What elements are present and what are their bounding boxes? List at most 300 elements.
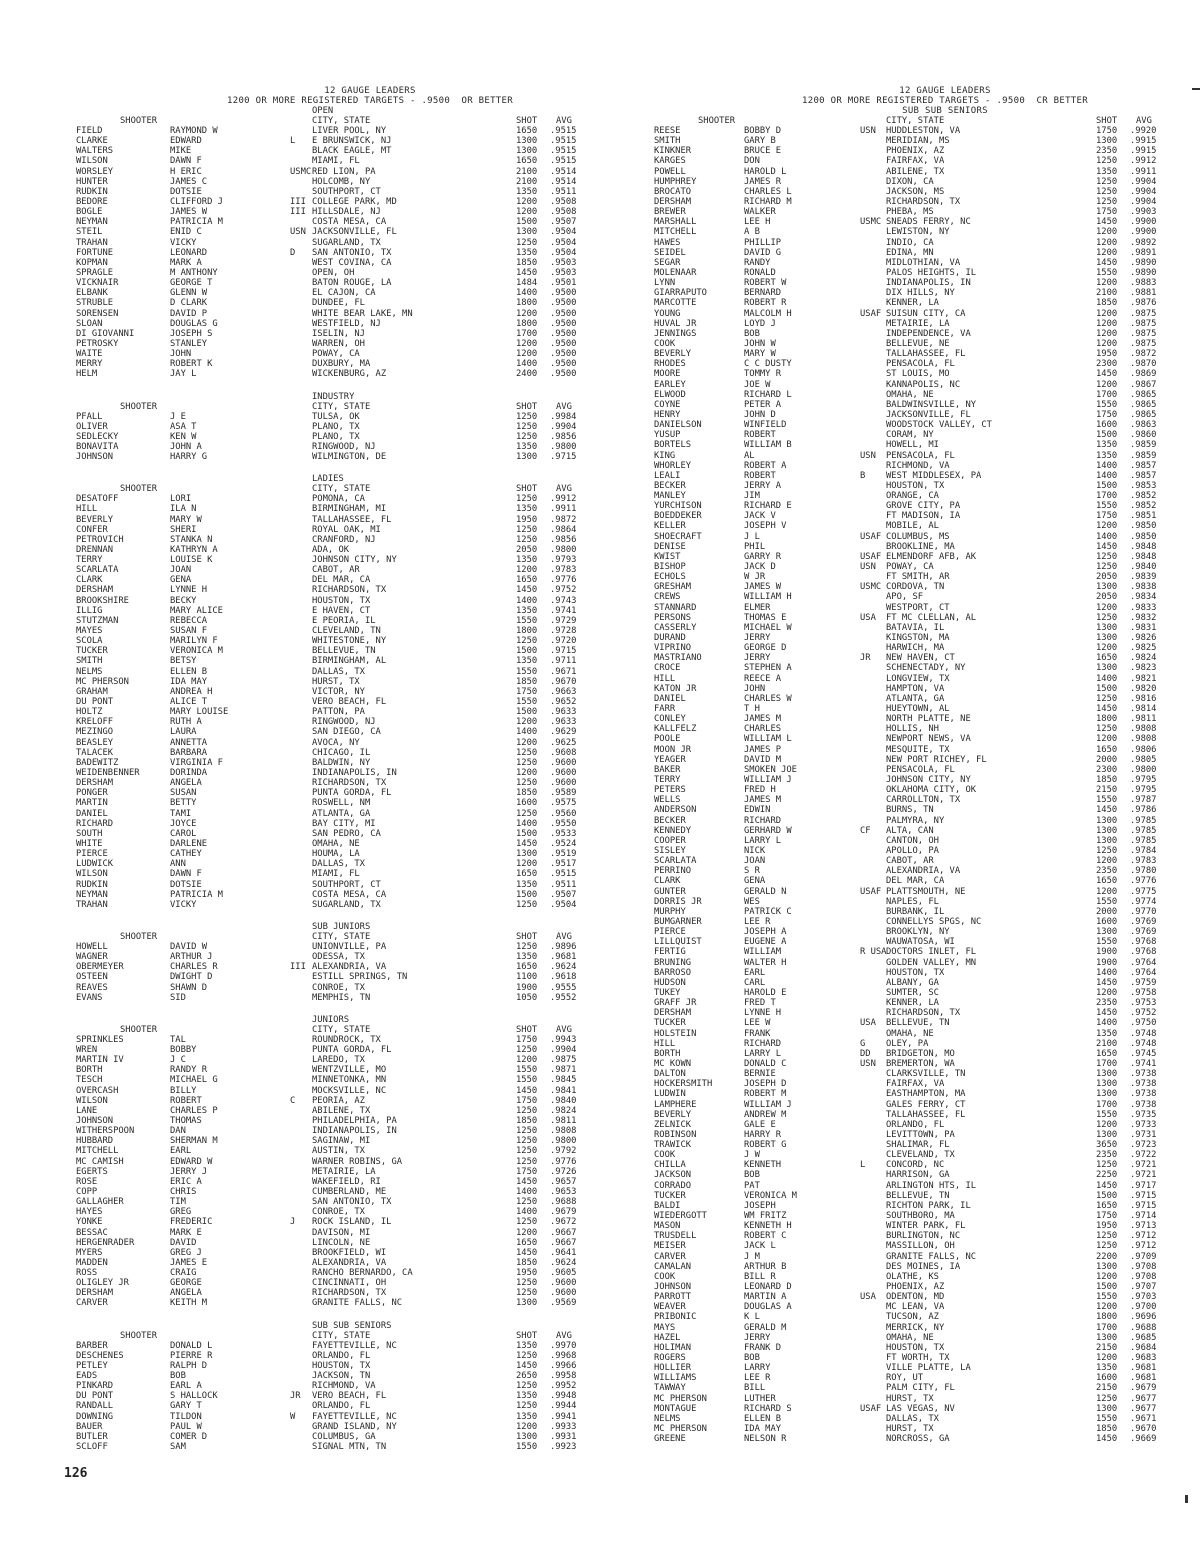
average: .9857 — [1130, 470, 1157, 481]
city-state: POWAY, CA — [886, 562, 934, 573]
city-state: VERO BEACH, FL — [312, 697, 387, 708]
targets-shot: 1900 — [1096, 947, 1118, 958]
table-row — [70, 1298, 626, 1308]
shooter-first-name: RICHARD L — [744, 389, 792, 400]
city-state: CABOT, AR — [312, 565, 360, 576]
shooter-first-name: FREDERIC — [170, 1217, 213, 1228]
shooter-last-name: BARROSO — [654, 967, 692, 978]
shooter-first-name: RANDY — [744, 257, 771, 268]
city-state: BELLEVUE, TN — [886, 1190, 950, 1201]
table-row — [648, 1089, 1188, 1099]
shooter-last-name: SCARLATA — [76, 565, 119, 576]
targets-shot: 1850 — [1096, 775, 1118, 785]
table-row — [70, 606, 626, 616]
targets-shot: 1250 — [516, 1156, 538, 1167]
table-row — [70, 839, 626, 849]
table-row — [70, 197, 626, 207]
shooter-last-name: CASSERLY — [654, 622, 697, 633]
shooter-first-name: GENA — [170, 575, 192, 586]
table-row — [648, 136, 1188, 146]
shooter-first-name: JERRY — [744, 633, 771, 644]
targets-shot: 1500 — [516, 646, 538, 657]
targets-shot: 1550 — [516, 1442, 538, 1453]
shooter-last-name: CONLEY — [654, 714, 686, 725]
city-state: SHALIMAR, FL — [886, 1140, 950, 1151]
city-state: WEST COVINA, CA — [312, 257, 392, 268]
shooter-last-name: BADEWITZ — [76, 757, 119, 768]
shooter-last-name: MAYES — [76, 626, 103, 637]
section-header — [70, 922, 626, 942]
shooter-last-name: LEALI — [654, 470, 681, 481]
targets-shot: 1500 — [1096, 430, 1118, 441]
shooter-last-name: DENISE — [654, 541, 686, 552]
city-state: PUNTA GORDA, FL — [312, 1044, 392, 1055]
shooter-last-name: TUCKER — [76, 646, 108, 657]
average: .9941 — [550, 1411, 577, 1422]
average: .9966 — [550, 1360, 577, 1371]
average: .9560 — [550, 808, 577, 819]
shooter-last-name: POWELL — [654, 166, 686, 177]
table-row — [648, 542, 1188, 552]
city-state: SOUTHBORO, MA — [886, 1211, 955, 1222]
average: .9787 — [1130, 795, 1157, 806]
shooter-first-name: ROBERT — [170, 1095, 202, 1106]
shooter-last-name: DORRIS JR — [654, 896, 702, 907]
targets-shot: 2650 — [516, 1371, 538, 1382]
shooter-first-name: T H — [744, 704, 760, 715]
targets-shot: 1250 — [516, 411, 538, 422]
city-state: LEVITTOWN, PA — [886, 1129, 955, 1140]
table-row — [648, 704, 1188, 714]
table-row — [70, 1351, 626, 1361]
city-state: TUCSON, AZ — [886, 1312, 939, 1323]
table-row — [70, 248, 626, 258]
shooter-last-name: TRUSDELL — [654, 1231, 697, 1242]
shooter-first-name: GERALD N — [744, 886, 787, 897]
shooter-last-name: GRESHAM — [654, 582, 692, 593]
city-state: PHILADELPHIA, PA — [312, 1115, 397, 1126]
shooter-first-name: BOBBY D — [744, 126, 782, 136]
targets-shot: 2150 — [1096, 1383, 1118, 1394]
shooter-first-name: ANN — [170, 859, 186, 870]
shooter-first-name: ANDREW M — [744, 1109, 787, 1120]
targets-shot: 1850 — [516, 1257, 538, 1268]
city-state: PHOENIX, AZ — [886, 1282, 945, 1293]
shooter-first-name: VERONICA M — [744, 1190, 797, 1201]
shooter-last-name: PIERCE — [654, 927, 686, 938]
targets-shot: 1800 — [516, 298, 538, 309]
shooter-first-name: SAM — [170, 1442, 186, 1453]
shooter-suffix: USMC — [290, 166, 312, 177]
city-state: KANNAPOLIS, NC — [886, 379, 961, 390]
shooter-first-name: RAYMOND W — [170, 126, 218, 136]
shooter-suffix: III — [290, 962, 306, 973]
table-row — [70, 1126, 626, 1136]
shooter-first-name: DWIGHT D — [170, 972, 213, 983]
shooter-first-name: JAMES M — [744, 714, 782, 725]
shooter-suffix: JR — [860, 653, 871, 664]
table-row — [648, 947, 1188, 957]
targets-shot: 2050 — [1096, 592, 1118, 603]
table-row — [70, 1065, 626, 1075]
shooter-last-name: SCARLATA — [654, 856, 697, 867]
city-state: BATON ROUGE, LA — [312, 278, 392, 289]
average: .9723 — [1130, 1140, 1157, 1151]
average: .9500 — [550, 349, 577, 360]
targets-shot: 1300 — [1096, 136, 1118, 147]
average: .9785 — [1130, 835, 1157, 846]
shooter-last-name: SCOLA — [76, 636, 103, 647]
city-state: OMAHA, NE — [886, 1028, 934, 1039]
targets-shot: 1450 — [1096, 805, 1118, 816]
city-state: CUMBERLAND, ME — [312, 1186, 387, 1197]
targets-shot: 1200 — [1096, 278, 1118, 289]
section-header — [70, 392, 626, 412]
targets-shot: 1050 — [516, 992, 538, 1003]
shooter-last-name: TERRY — [76, 555, 103, 566]
average: .9872 — [1130, 349, 1157, 360]
average: .9707 — [1130, 1282, 1157, 1293]
city-state: RICHMOND, VA — [886, 460, 950, 471]
shooter-first-name: BOBBY — [170, 1044, 197, 1055]
average: .9700 — [1130, 1302, 1157, 1313]
shooter-first-name: CHARLES — [744, 724, 782, 735]
city-state: TALLAHASSEE, FL — [312, 514, 392, 525]
city-state: SAGINAW, MI — [312, 1136, 371, 1147]
shooter-suffix: CF — [860, 825, 871, 836]
shooter-last-name: CLARKE — [76, 136, 108, 147]
table-row — [648, 1059, 1188, 1069]
shooter-suffix: L — [860, 1160, 866, 1171]
table-row — [70, 1422, 626, 1432]
city-state: DALLAS, TX — [312, 859, 365, 870]
city-state: HUDDLESTON, VA — [886, 126, 961, 136]
shooter-first-name: EARL — [170, 1146, 192, 1157]
city-state: BELLEVUE, TN — [312, 646, 376, 657]
shooter-first-name: ROBERT — [744, 470, 776, 481]
right-results-column — [648, 86, 1188, 1444]
table-row — [70, 1177, 626, 1187]
city-state: PENSACOLA, FL — [886, 764, 955, 775]
shooter-last-name: ANDERSON — [654, 805, 697, 816]
targets-shot: 1250 — [516, 1217, 538, 1228]
table-row — [648, 501, 1188, 511]
table-row — [648, 1282, 1188, 1292]
targets-shot: 1200 — [516, 565, 538, 576]
targets-shot: 1200 — [1096, 643, 1118, 654]
city-state: JACKSON, TN — [312, 1371, 371, 1382]
targets-shot: 1250 — [516, 1288, 538, 1299]
average: .9904 — [550, 1044, 577, 1055]
shooter-last-name: VIPRINO — [654, 643, 692, 654]
average: .9769 — [1130, 916, 1157, 927]
targets-shot: 1300 — [516, 849, 538, 860]
shooter-first-name: ANGELA — [170, 1288, 202, 1299]
targets-shot: 1350 — [516, 605, 538, 616]
average: .9752 — [550, 585, 577, 596]
average: .9503 — [550, 257, 577, 268]
table-row — [648, 846, 1188, 856]
shooter-last-name: CORRADO — [654, 1180, 692, 1191]
shooter-last-name: DERSHAM — [654, 1008, 692, 1019]
shooter-last-name: WILSON — [76, 156, 108, 167]
shooter-last-name: BROCATO — [654, 186, 692, 197]
shooter-first-name: PATRICK C — [744, 906, 792, 917]
average: .9890 — [1130, 257, 1157, 268]
city-state: SAN ANTONIO, TX — [312, 1197, 392, 1208]
shooter-last-name: STRUBLE — [76, 298, 114, 309]
shooter-last-name: BUTLER — [76, 1431, 108, 1442]
city-state: RICHARDSON, TX — [886, 196, 961, 207]
city-state: DUNDEE, FL — [312, 298, 365, 309]
average: .9865 — [1130, 389, 1157, 400]
section-title: SUB SUB SENIORS — [312, 1320, 392, 1331]
shooter-suffix: USN — [860, 450, 876, 461]
targets-shot: 1250 — [516, 1197, 538, 1208]
city-state: RANCHO BERNARDO, CA — [312, 1268, 413, 1279]
shooter-last-name: PRIBONIC — [654, 1312, 697, 1323]
city-state: CORDOVA, TN — [886, 582, 945, 593]
average: .9875 — [550, 1055, 577, 1066]
average: .9852 — [1130, 491, 1157, 502]
city-state: VERO BEACH, FL — [312, 1391, 387, 1402]
table-row — [648, 1394, 1188, 1404]
shooter-first-name: GLENN W — [170, 288, 208, 299]
table-row — [648, 1069, 1188, 1079]
shooter-first-name: C C DUSTY — [744, 359, 792, 370]
shooter-last-name: BEVERLY — [654, 1109, 692, 1120]
city-state: CLEVELAND, TX — [886, 1150, 955, 1161]
shooter-last-name: SEIDEL — [654, 247, 686, 258]
average: .9641 — [550, 1247, 577, 1258]
table-row — [70, 585, 626, 595]
average: .9515 — [550, 156, 577, 167]
targets-shot: 1200 — [1096, 379, 1118, 390]
average: .9684 — [1130, 1342, 1157, 1353]
shooter-first-name: EDWARD W — [170, 1156, 213, 1167]
shooter-first-name: IDA MAY — [744, 1424, 782, 1434]
average: .9738 — [1130, 1069, 1157, 1080]
shooter-last-name: MASON — [654, 1221, 681, 1232]
shooter-first-name: J M — [744, 1251, 760, 1262]
shooter-first-name: J L — [744, 531, 760, 542]
city-state: WESTFIELD, NJ — [312, 318, 381, 329]
shooter-last-name: STEIL — [76, 227, 103, 238]
targets-shot: 1350 — [516, 1411, 538, 1422]
table-row — [70, 859, 626, 869]
city-state: FT WORTH, TX — [886, 1353, 950, 1364]
shooter-first-name: WINFIELD — [744, 420, 787, 431]
average: .9624 — [550, 1257, 577, 1268]
city-state: GRAND ISLAND, NY — [312, 1421, 397, 1432]
average: .9752 — [1130, 1008, 1157, 1019]
targets-shot: 1650 — [1096, 876, 1118, 887]
shooter-last-name: YUSUP — [654, 430, 681, 441]
table-row — [70, 656, 626, 666]
shooter-last-name: TRAHAN — [76, 899, 108, 910]
average: .9504 — [550, 237, 577, 248]
targets-shot: 1200 — [1096, 1271, 1118, 1282]
shooter-first-name: MICHAEL W — [744, 622, 792, 633]
table-row — [70, 1248, 626, 1258]
results-section — [70, 106, 626, 380]
city-state: RICHARDSON, TX — [312, 585, 387, 596]
shooter-first-name: LOYD J — [744, 318, 776, 329]
shooter-last-name: MC PHERSON — [654, 1393, 707, 1404]
targets-shot: 1250 — [1096, 1160, 1118, 1171]
city-state: CRANFORD, NJ — [312, 534, 376, 545]
table-row — [70, 278, 626, 288]
shooter-last-name: MANLEY — [654, 491, 686, 502]
targets-shot: 1450 — [1096, 977, 1118, 988]
average: .9722 — [1130, 1150, 1157, 1161]
city-state: RINGWOOD, NJ — [312, 717, 376, 728]
shooter-last-name: MARSHALL — [654, 217, 697, 228]
city-state: ORLANDO, FL — [312, 1401, 371, 1412]
average: .9600 — [550, 1278, 577, 1289]
shooter-first-name: J C — [170, 1055, 186, 1066]
targets-shot: 1300 — [1096, 1089, 1118, 1100]
targets-shot: 1850 — [516, 257, 538, 268]
city-state: APO, SF — [886, 592, 924, 603]
shooter-first-name: SMOKEN JOE — [744, 764, 797, 775]
targets-shot: 1550 — [516, 697, 538, 708]
targets-shot: 1700 — [1096, 389, 1118, 400]
shooter-first-name: WILLIAM H — [744, 592, 792, 603]
results-section — [70, 474, 626, 910]
city-state: MEMPHIS, TN — [312, 992, 371, 1003]
shooter-first-name: JAMES P — [744, 744, 782, 755]
table-row — [70, 849, 626, 859]
shooter-first-name: JAMES M — [744, 795, 782, 806]
city-state: BURBANK, IL — [886, 906, 945, 917]
targets-shot: 1250 — [516, 431, 538, 442]
shooter-first-name: JOSEPH — [744, 1200, 776, 1211]
city-state: JACKSON, MS — [886, 186, 945, 197]
shooter-last-name: WITHERSPOON — [76, 1126, 135, 1137]
shooter-last-name: BORTH — [654, 1048, 681, 1059]
average: .9503 — [550, 267, 577, 278]
table-row — [70, 575, 626, 585]
shooter-first-name: VERONICA M — [170, 646, 223, 657]
average: .9657 — [550, 1176, 577, 1187]
shooter-last-name: TERRY — [654, 775, 681, 785]
shooter-first-name: EDWIN — [744, 805, 771, 816]
shooter-last-name: STANNARD — [654, 602, 697, 613]
table-row — [70, 942, 626, 952]
average: .9785 — [1130, 815, 1157, 826]
targets-shot: 1200 — [516, 207, 538, 218]
table-row — [70, 369, 626, 379]
table-row — [648, 1343, 1188, 1353]
table-row — [70, 972, 626, 982]
table-row — [648, 653, 1188, 663]
targets-shot: 1350 — [1096, 1028, 1118, 1039]
shooter-last-name: WEAVER — [654, 1302, 686, 1313]
table-row — [648, 592, 1188, 602]
shooter-first-name: KEITH M — [170, 1298, 208, 1309]
targets-shot: 1500 — [1096, 1190, 1118, 1201]
table-row — [70, 677, 626, 687]
targets-shot: 1350 — [516, 1391, 538, 1402]
shooter-last-name: OLIGLEY JR — [76, 1278, 129, 1289]
shooter-last-name: HUDSON — [654, 977, 686, 988]
average: .9824 — [550, 1105, 577, 1116]
average: .9840 — [1130, 562, 1157, 573]
shooter-suffix: USAF — [860, 308, 882, 319]
shooter-first-name: JOE W — [744, 379, 771, 390]
shooter-last-name: CROCE — [654, 663, 681, 674]
shooter-first-name: TILDON — [170, 1411, 202, 1422]
shooter-last-name: TESCH — [76, 1075, 103, 1086]
targets-shot: 1250 — [1096, 1393, 1118, 1404]
average: .9952 — [550, 1381, 577, 1392]
average: .9970 — [550, 1340, 577, 1351]
shooter-last-name: GRAFF JR — [654, 998, 697, 1009]
table-row — [648, 572, 1188, 582]
city-state: NEWPORT NEWS, VA — [886, 734, 971, 745]
average: .9911 — [1130, 166, 1157, 177]
shooter-first-name: MARY ALICE — [170, 605, 223, 616]
targets-shot: 1250 — [516, 1105, 538, 1116]
city-state: DIX HILLS, NY — [886, 288, 955, 299]
shooter-first-name: EARL — [744, 967, 766, 978]
shooter-last-name: OLIVER — [76, 421, 108, 432]
shooter-first-name: THOMAS — [170, 1115, 202, 1126]
shooter-last-name: JOHNSON — [76, 452, 114, 463]
targets-shot: 1650 — [516, 126, 538, 136]
shooter-first-name: KENNETH H — [744, 1221, 792, 1232]
targets-shot: 1800 — [1096, 1312, 1118, 1323]
city-state: OKLAHOMA CITY, OK — [886, 785, 977, 796]
average: .9840 — [550, 1095, 577, 1106]
shooter-last-name: DERSHAM — [654, 196, 692, 207]
city-state: SNEADS FERRY, NC — [886, 217, 971, 228]
shooter-first-name: SHERI — [170, 524, 197, 535]
average: .9816 — [1130, 693, 1157, 704]
targets-shot: 1200 — [1096, 602, 1118, 613]
shooter-first-name: SUSAN — [170, 788, 197, 799]
targets-shot: 1700 — [1096, 1099, 1118, 1110]
city-state: POWAY, CA — [312, 349, 360, 360]
average: .9857 — [1130, 460, 1157, 471]
city-state: LAREDO, TX — [312, 1055, 365, 1066]
city-state: INDIANAPOLIS, IN — [312, 768, 397, 779]
table-row — [648, 177, 1188, 187]
shooter-last-name: RUDKIN — [76, 879, 108, 890]
shooter-suffix: USAF — [860, 551, 882, 562]
average: .9863 — [1130, 420, 1157, 431]
targets-shot: 1250 — [516, 494, 538, 505]
targets-shot: 1200 — [1096, 308, 1118, 319]
city-state: PHOENIX, AZ — [886, 146, 945, 157]
shooter-last-name: SPRINKLES — [76, 1034, 124, 1045]
city-state: BALDWIN, NY — [312, 757, 371, 768]
average: .9679 — [1130, 1383, 1157, 1394]
average: .9920 — [1130, 126, 1157, 136]
shooter-last-name: KWIST — [654, 551, 681, 562]
shooter-first-name: REECE A — [744, 673, 782, 684]
shooter-last-name: KING — [654, 450, 676, 461]
table-row — [648, 227, 1188, 237]
table-row — [648, 958, 1188, 968]
table-row — [70, 1116, 626, 1126]
shooter-last-name: CLARK — [654, 876, 681, 887]
table-row — [648, 298, 1188, 308]
average: .9958 — [550, 1371, 577, 1382]
city-state: WESTPORT, CT — [886, 602, 950, 613]
table-row — [648, 684, 1188, 694]
